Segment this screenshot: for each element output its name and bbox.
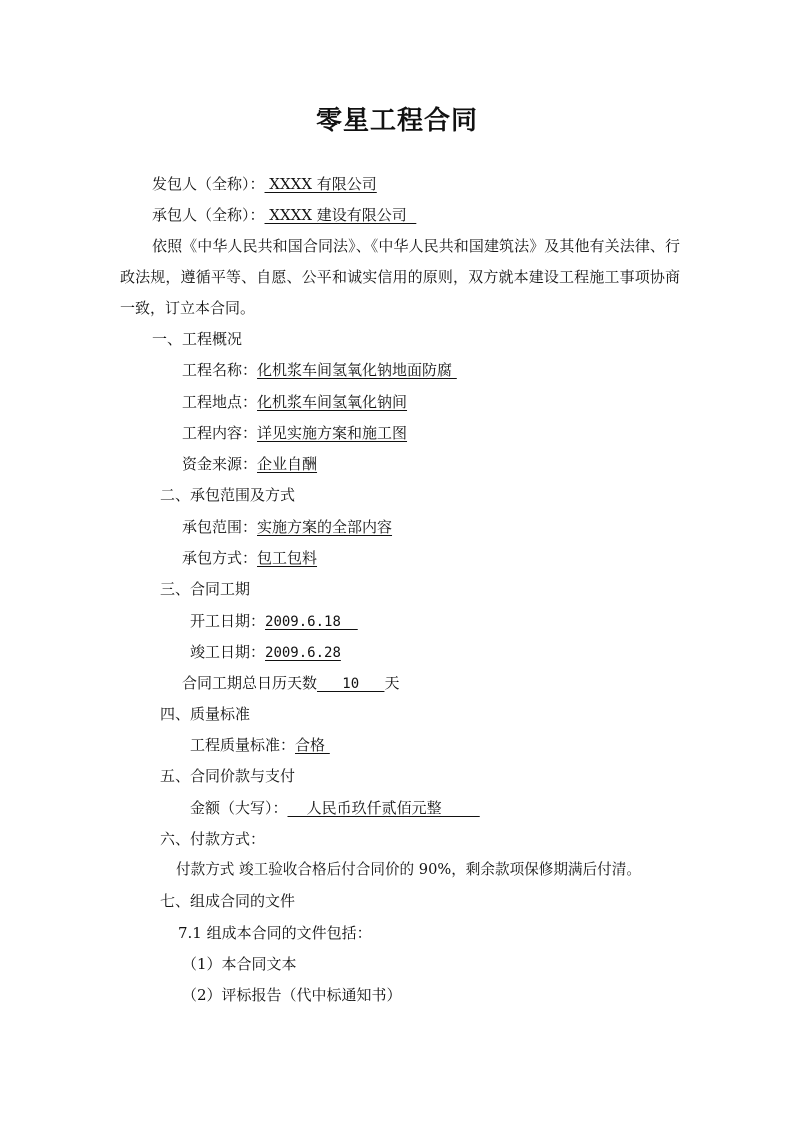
contractor-value: XXXX 建设有限公司 bbox=[264, 206, 417, 224]
section-2-heading: 二、承包范围及方式 bbox=[160, 486, 296, 504]
section-7-heading: 七、组成合同的文件 bbox=[160, 892, 296, 910]
section-1-heading: 一、工程概况 bbox=[152, 330, 243, 348]
end-date-line bbox=[190, 642, 341, 663]
contract-mode-value: 包工包料 bbox=[257, 549, 318, 567]
fund-source-label: 资金来源： bbox=[182, 455, 258, 473]
employer-label: 发包人（全称）： bbox=[152, 175, 265, 193]
section-4-heading: 四、质量标准 bbox=[160, 705, 251, 723]
document-item-1: （1）本合同文本 bbox=[182, 955, 297, 973]
amount-label: 金额（大写）： bbox=[190, 799, 288, 817]
preamble-paragraph: 依照《中华人民共和国合同法》、《中华人民共和国建筑法》及其他有关法律、行政法规，遵循平等、自愿、公平和诚实信用的原则，双方就本建设工程施工事项协商一致，订立本合同。 bbox=[120, 237, 680, 317]
end-date-label: 竣工日期： bbox=[190, 643, 266, 661]
project-site-value: 化机浆车间氢氧化钠间 bbox=[257, 393, 408, 411]
project-site-line bbox=[182, 392, 407, 412]
document-item-2: （2）评标报告（代中标通知书） bbox=[182, 986, 402, 1004]
duration-value: 10 bbox=[317, 676, 385, 692]
project-name-line bbox=[182, 360, 457, 380]
project-name-label: 工程名称： bbox=[182, 361, 258, 379]
project-name-value: 化机浆车间氢氧化钠地面防腐 bbox=[257, 361, 457, 379]
section-5-heading: 五、合同价款与支付 bbox=[160, 767, 296, 785]
start-date-label: 开工日期： bbox=[190, 612, 266, 630]
amount-line bbox=[190, 798, 480, 818]
fund-source-line bbox=[182, 454, 317, 474]
duration-unit: 天 bbox=[384, 674, 400, 692]
section-3-heading: 三、合同工期 bbox=[160, 580, 251, 598]
quality-line bbox=[190, 735, 330, 755]
fund-source-value: 企业自酬 bbox=[257, 455, 318, 473]
duration-line bbox=[182, 673, 399, 694]
start-date-value: 2009.6.18 bbox=[265, 614, 358, 630]
project-content-line bbox=[182, 423, 407, 443]
contract-mode-line bbox=[182, 548, 317, 568]
scope-value: 实施方案的全部内容 bbox=[257, 518, 393, 536]
scope-label: 承包范围： bbox=[182, 518, 258, 536]
start-date-line bbox=[190, 611, 358, 632]
section-7-1-text: 7.1 组成本合同的文件包括： bbox=[178, 924, 372, 942]
employer-value: XXXX 有限公司 bbox=[264, 175, 377, 193]
project-site-label: 工程地点： bbox=[182, 393, 258, 411]
contractor-line bbox=[152, 205, 416, 225]
payment-terms-text: 付款方式 竣工验收合格后付合同价的 90%，剩余款项保修期满后付清。 bbox=[176, 861, 641, 878]
quality-value: 合格 bbox=[295, 736, 330, 754]
document-title: 零星工程合同 bbox=[315, 106, 478, 136]
quality-label: 工程质量标准： bbox=[190, 736, 296, 754]
employer-line bbox=[152, 174, 377, 194]
scope-line bbox=[182, 517, 392, 537]
amount-value: 人民币玖仟贰佰元整 bbox=[287, 799, 480, 817]
end-date-value: 2009.6.28 bbox=[265, 645, 341, 661]
project-content-value: 详见实施方案和施工图 bbox=[257, 424, 408, 442]
contract-mode-label: 承包方式： bbox=[182, 549, 258, 567]
section-6-heading: 六、付款方式： bbox=[160, 830, 266, 848]
project-content-label: 工程内容： bbox=[182, 424, 258, 442]
contractor-label: 承包人（全称）： bbox=[152, 206, 265, 224]
duration-label: 合同工期总日历天数 bbox=[182, 674, 318, 692]
